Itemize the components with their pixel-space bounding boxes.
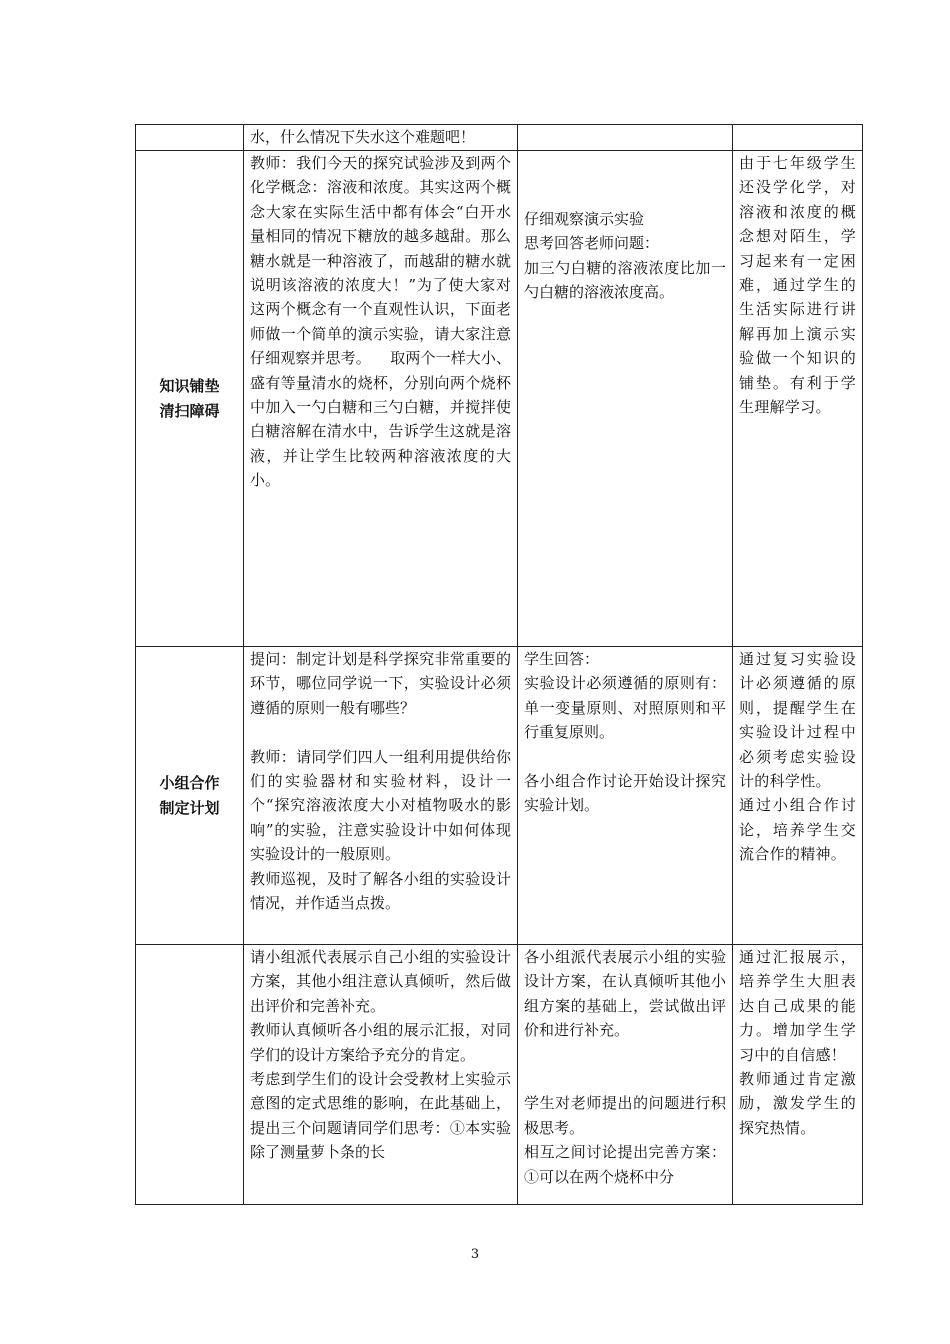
intent-paragraph: 由于七年级学生还没学化学，对溶液和浓度的概念想对陌生，学习起来有一定困难，通过学生的生活实际进行讲解再加上演示实验做一个知识的铺垫。有利于学生理解学习。	[739, 154, 856, 417]
teacher-activity-cell	[244, 151, 518, 647]
student-activity-cell	[518, 125, 733, 151]
design-intent-cell	[733, 125, 863, 151]
student-activity-cell	[518, 945, 733, 1205]
teacher-activity-cell	[244, 945, 518, 1205]
student-paragraph: 各小组合作讨论开始设计探究实验计划。	[524, 772, 726, 815]
table-row	[136, 647, 863, 945]
teacher-paragraph: 教师巡视，及时了解各小组的实验设计情况，并作适当点拨。	[250, 869, 511, 913]
stage-cell	[136, 945, 244, 1205]
intent-paragraph: 通过小组合作讨论，培养学生交流合作的精神。	[739, 796, 856, 864]
student-paragraph: 相互之间讨论提出完善方案：①可以在两个烧杯中分	[524, 1143, 726, 1186]
teacher-paragraph: 提问：制定计划是科学探究非常重要的环节，哪位同学说一下，实验设计必须遵循的原则一般有哪些？	[250, 650, 511, 717]
stage-label-line: 知识铺垫	[159, 377, 220, 396]
student-paragraph: 各小组派代表展示小组的实验设计方案，在认真倾听其他小组方案的基础上，尝试做出评价和进行补充。	[524, 948, 726, 1040]
teacher-paragraph: 教师：请同学们四人一组利用提供给你们的实验器材和实验材料，设计一个“探究溶液浓度大小对植物吸水的影响”的实验，注意实验设计中如何体现实验设计的一般原则。	[250, 747, 511, 864]
intent-paragraph: 教师通过肯定激励，激发学生的探究热情。	[739, 1070, 856, 1137]
student-activity-cell	[518, 151, 733, 647]
student-paragraph: 学生对老师提出的问题进行积极思考。	[524, 1094, 726, 1137]
teacher-paragraph: 教师：我们今天的探究试验涉及到两个化学概念：溶液和浓度。其实这两个概念大家在实际生活中都有体会“白开水量相同的情况下糖放的越多越甜。那么糖水就是一种溶液了，而越甜的糖水就说明该溶液的浓度大！”为了使大家对这两个概念有一个直观性认识，下面老师做一个简单的演示实验，请大家注意仔细观察并思考。 取两个一样大小、盛有等量清水的烧杯，分别向两个烧杯中加入一勺白糖和三勺白糖，并搅拌使白糖溶解在清水中，告诉学生这就是溶液，并让学生比较两种溶液浓度的大小。	[250, 154, 511, 490]
design-intent-cell	[733, 945, 863, 1205]
intent-paragraph: 通过汇报展示，培养学生大胆表达自己成果的能力。增加学生学习中的自信感！	[739, 948, 856, 1064]
student-paragraph: 思考回答老师问题：	[524, 234, 660, 253]
teacher-paragraph: 请小组派代表展示自己小组的实验设计方案，其他小组注意认真倾听，然后做出评价和完善补充。	[250, 948, 511, 1015]
teacher-paragraph: 教师认真倾听各小组的展示汇报，对同学们的设计方案给予充分的肯定。	[250, 1021, 511, 1064]
intent-paragraph: 通过复习实验设计必须遵循的原则，提醒学生在实验设计过程中必须考虑实验设计的科学性。	[739, 650, 856, 791]
lesson-plan-table	[135, 124, 863, 1205]
page-number: 3	[470, 1247, 480, 1262]
student-paragraph: 实验设计必须遵循的原则有：单一变量原则、对照原则和平行重复原则。	[524, 674, 726, 742]
stage-label-line: 清扫障碍	[159, 401, 220, 420]
stage-cell	[136, 151, 244, 647]
teacher-activity-cell: 水，什么情况下失水这个难题吧！	[244, 125, 518, 151]
design-intent-cell	[733, 647, 863, 945]
teacher-paragraph: 考虑到学生们的设计会受教材上实验示意图的定式思维的影响，在此基础上，提出三个问题请同学们思考：①本实验除了测量萝卜条的长	[250, 1070, 511, 1162]
table-row	[136, 125, 863, 151]
student-activity-cell	[518, 647, 733, 945]
design-intent-cell	[733, 151, 863, 647]
stage-cell	[136, 125, 244, 151]
stage-label-line: 小组合作	[159, 774, 220, 793]
stage-cell	[136, 647, 244, 945]
stage-label-line: 制定计划	[159, 798, 220, 817]
student-paragraph: 学生回答：	[524, 650, 600, 668]
table-row	[136, 151, 863, 647]
table-row	[136, 945, 863, 1205]
student-paragraph: 仔细观察演示实验	[524, 210, 645, 228]
teacher-activity-cell	[244, 647, 518, 945]
student-paragraph: 加三勺白糖的溶液浓度比加一勺白糖的溶液浓度高。	[524, 258, 726, 302]
